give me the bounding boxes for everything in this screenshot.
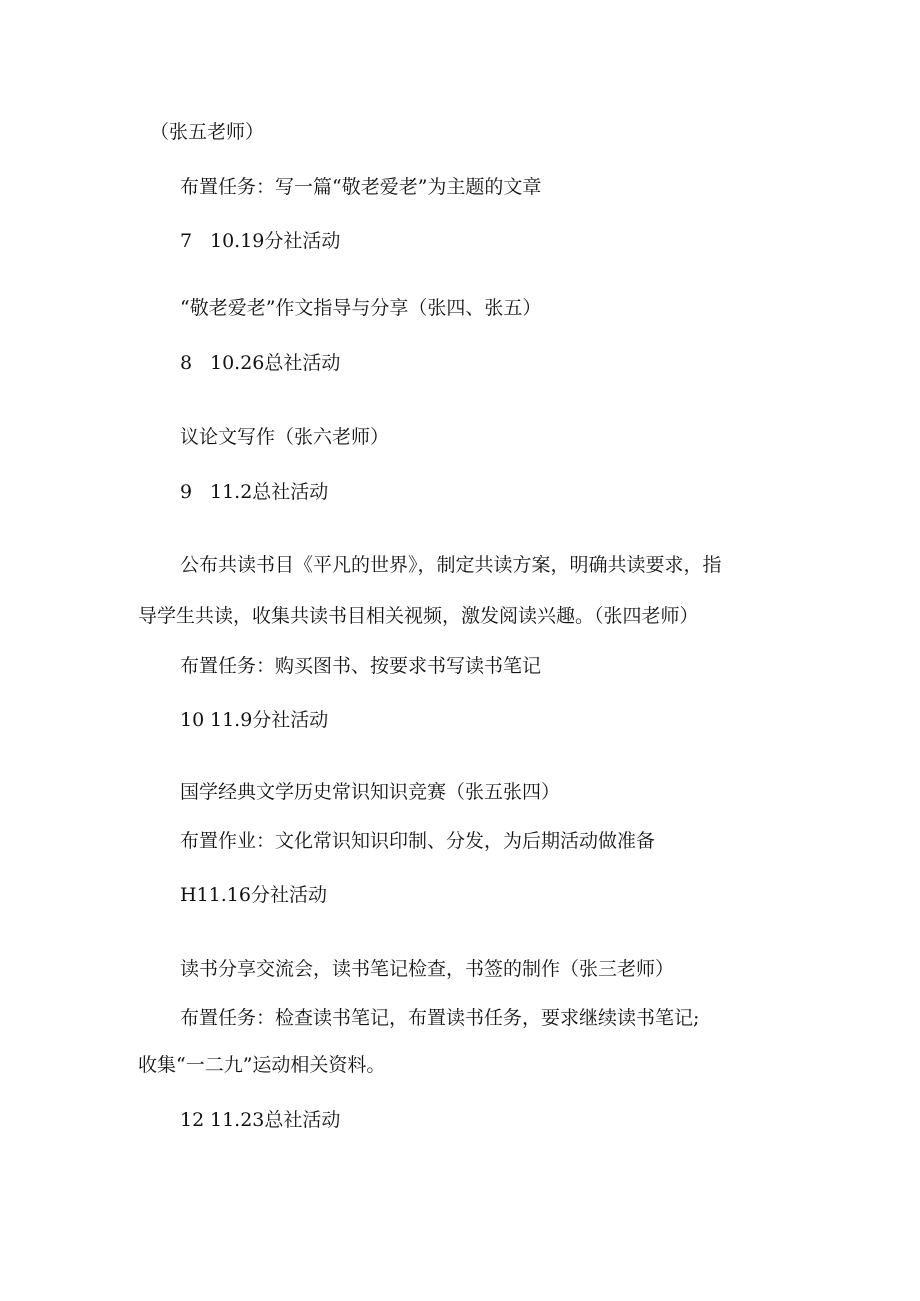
session-heading-12: [180, 1107, 340, 1133]
line-text: 布置作业：文化常识知识印制、分发，为后期活动做准备: [180, 830, 656, 852]
paragraph-line: [180, 552, 722, 578]
session-heading-8: [180, 350, 340, 376]
session-number: 12: [180, 1109, 205, 1131]
session-number: 10: [180, 709, 205, 731]
assignment-line: [180, 828, 655, 854]
assignment-line: [180, 653, 541, 679]
activity-line: [180, 779, 560, 805]
activity-line: [180, 956, 674, 982]
session-date-type: 11.23总社活动: [210, 1109, 341, 1131]
line-text: 布置任务：购买图书、按要求书写读书笔记: [180, 655, 542, 677]
line-text: 国学经典文学历史常识知识竞赛（张五张四）: [180, 781, 561, 803]
activity-line: [180, 424, 389, 450]
session-date-type: 10.26总社活动: [210, 352, 341, 374]
session-number: 9: [180, 481, 193, 503]
session-number: 8: [180, 352, 193, 374]
session-date-type: 11.2总社活动: [210, 481, 329, 503]
assignment-line: [180, 174, 541, 200]
assignment-continuation-line: [138, 1052, 385, 1078]
session-date-type: 10.19分社活动: [210, 230, 341, 252]
session-date-type: H11.16分社活动: [180, 884, 327, 906]
line-text: 议论文写作（张六老师）: [180, 426, 390, 448]
line-text: 布置任务：写一篇“敬老爱老”为主题的文章: [180, 176, 542, 198]
session-number: 7: [180, 230, 193, 252]
teacher-note-line: [150, 119, 264, 145]
assignment-line: [180, 1005, 699, 1031]
session-heading-9: [180, 479, 328, 505]
activity-line: [180, 295, 541, 321]
session-date-type: 11.9分社活动: [210, 709, 329, 731]
line-text: 公布共读书目《平凡的世界》，制定共读方案，明确共读要求，指: [180, 554, 722, 576]
line-text: 读书分享交流会，读书笔记检查，书签的制作（张三老师）: [180, 958, 675, 980]
line-text: 收集“一二九”运动相关资料。: [138, 1054, 386, 1076]
line-text: 布置任务：检查读书笔记，布置读书任务，要求继续读书笔记;: [180, 1007, 700, 1029]
line-text: 导学生共读，收集共读书目相关视频，激发阅读兴趣。（张四老师）: [138, 605, 699, 627]
session-heading-10: [180, 707, 328, 733]
line-text: （张五老师）: [150, 121, 265, 143]
session-heading-11: [180, 882, 327, 908]
paragraph-line: [138, 603, 699, 629]
line-text: “敬老爱老”作文指导与分享（张四、张五）: [180, 297, 542, 319]
session-heading-7: [180, 228, 340, 254]
